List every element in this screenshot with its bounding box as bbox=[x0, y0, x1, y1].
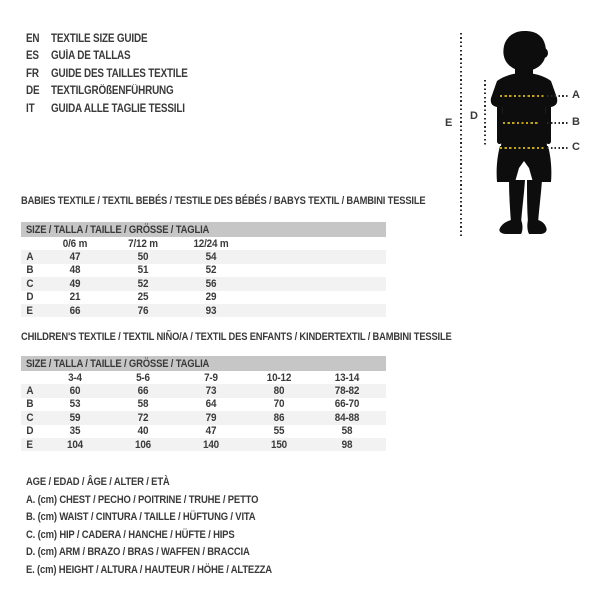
table-cell: 55 bbox=[273, 425, 285, 438]
babies-table-header-bar bbox=[21, 222, 386, 237]
row-label: E bbox=[26, 304, 33, 317]
table-cell: 29 bbox=[205, 291, 217, 304]
waist-leader-line bbox=[547, 122, 569, 124]
waist-measure-label-b: B bbox=[572, 116, 580, 128]
legend-item-hip: C. (cm) HIP / CADERA / HANCHE / HÜFTE / HIPS bbox=[26, 528, 235, 541]
table-row bbox=[21, 411, 386, 424]
arm-measure-label-d: D bbox=[470, 110, 478, 122]
children-column-header-row bbox=[21, 371, 386, 384]
table-cell: 47 bbox=[69, 251, 81, 264]
table-cell: 70 bbox=[273, 398, 285, 411]
table-cell: 93 bbox=[205, 304, 217, 317]
column-header: 7/12 m bbox=[128, 237, 158, 250]
height-measure-line bbox=[460, 33, 462, 239]
table-cell: 56 bbox=[205, 277, 217, 290]
language-title: GUIDE DES TAILLES TEXTILE bbox=[51, 67, 188, 80]
table-row bbox=[21, 291, 386, 304]
table-row bbox=[21, 438, 386, 451]
row-label: D bbox=[26, 425, 34, 438]
table-cell: 21 bbox=[69, 291, 81, 304]
hip-measure-line bbox=[500, 147, 545, 149]
language-code: DE bbox=[26, 85, 40, 98]
table-row bbox=[21, 264, 386, 277]
table-row bbox=[21, 384, 386, 397]
column-header: 12/24 m bbox=[193, 237, 229, 250]
waist-measure-line bbox=[503, 122, 540, 124]
chest-measure-label-a: A bbox=[572, 89, 580, 101]
legend-item-chest: A. (cm) CHEST / PECHO / POITRINE / TRUHE / PETTO bbox=[26, 493, 259, 506]
language-title: TEXTILGRÖßENFÜHRUNG bbox=[51, 85, 174, 98]
chest-leader-line bbox=[547, 95, 569, 97]
table-cell: 76 bbox=[137, 304, 149, 317]
measurement-diagram bbox=[443, 25, 600, 240]
size-header-label: SIZE / TALLA / TAILLE / GRÖSSE / TAGLIA bbox=[26, 223, 210, 236]
table-cell: 52 bbox=[137, 277, 149, 290]
table-cell: 51 bbox=[137, 264, 149, 277]
language-code: IT bbox=[26, 102, 35, 115]
language-code: EN bbox=[26, 32, 40, 45]
legend-item-height: E. (cm) HEIGHT / ALTURA / HAUTEUR / HÖHE / ALTEZZA bbox=[26, 563, 272, 576]
age-legend-line: AGE / EDAD / ÂGE / ALTER / ETÀ bbox=[26, 476, 170, 488]
children-section-heading: CHILDREN'S TEXTILE / TEXTIL NIÑO/A / TEXTIL DES ENFANTS / KINDERTEXTIL / BAMBINI TESSILE bbox=[21, 331, 452, 343]
table-cell: 150 bbox=[270, 438, 287, 451]
row-label: C bbox=[26, 277, 34, 290]
language-row-de bbox=[26, 83, 210, 101]
babies-section-heading: BABIES TEXTILE / TEXTIL BEBÉS / TESTILE DES BÉBÉS / BABYS TEXTIL / BAMBINI TESSILE bbox=[21, 195, 426, 207]
table-cell: 49 bbox=[69, 277, 81, 290]
table-cell: 54 bbox=[205, 251, 217, 264]
language-title: GUÍA DE TALLAS bbox=[51, 50, 131, 63]
language-row-it bbox=[26, 100, 210, 118]
table-cell: 104 bbox=[66, 438, 83, 451]
table-cell: 59 bbox=[69, 411, 81, 424]
table-row bbox=[21, 304, 386, 317]
table-row bbox=[21, 425, 386, 438]
table-cell: 79 bbox=[205, 411, 217, 424]
language-code: ES bbox=[26, 50, 39, 63]
measurement-legend bbox=[26, 474, 312, 579]
language-title: TEXTILE SIZE GUIDE bbox=[51, 32, 148, 45]
table-cell: 78-82 bbox=[334, 385, 360, 398]
row-label: A bbox=[26, 385, 34, 398]
row-label: B bbox=[26, 264, 34, 277]
table-cell: 66 bbox=[69, 304, 81, 317]
table-cell: 86 bbox=[273, 411, 285, 424]
table-cell: 140 bbox=[202, 438, 219, 451]
table-cell: 58 bbox=[137, 398, 149, 411]
table-cell: 80 bbox=[273, 385, 285, 398]
column-header: 3-4 bbox=[68, 371, 82, 384]
table-row bbox=[21, 398, 386, 411]
table-cell: 64 bbox=[205, 398, 217, 411]
table-cell: 60 bbox=[69, 385, 81, 398]
size-header-label: SIZE / TALLA / TAILLE / GRÖSSE / TAGLIA bbox=[26, 357, 210, 370]
row-label: D bbox=[26, 291, 34, 304]
table-cell: 58 bbox=[341, 425, 353, 438]
table-cell: 72 bbox=[137, 411, 149, 424]
table-cell: 48 bbox=[69, 264, 81, 277]
chest-measure-line bbox=[500, 95, 545, 97]
row-label: A bbox=[26, 251, 34, 264]
children-table-header-bar bbox=[21, 356, 386, 371]
table-cell: 66-70 bbox=[334, 398, 360, 411]
legend-item-waist: B. (cm) WAIST / CINTURA / TAILLE / HÜFTUNG / VITA bbox=[26, 511, 256, 523]
babies-column-header-row bbox=[21, 237, 386, 250]
table-cell: 52 bbox=[205, 264, 217, 277]
babies-size-table bbox=[21, 222, 386, 317]
height-measure-label-e: E bbox=[445, 117, 453, 129]
row-label: E bbox=[26, 438, 33, 451]
hip-leader-line bbox=[547, 147, 569, 149]
children-size-table bbox=[21, 356, 386, 451]
legend-item-arm: D. (cm) ARM / BRAZO / BRAS / WAFFEN / BRACCIA bbox=[26, 546, 250, 558]
table-cell: 98 bbox=[341, 438, 353, 451]
table-cell: 73 bbox=[205, 385, 217, 398]
column-header: 5-6 bbox=[136, 371, 150, 384]
table-cell: 66 bbox=[137, 385, 149, 398]
table-cell: 47 bbox=[205, 425, 217, 438]
table-row bbox=[21, 277, 386, 290]
table-cell: 50 bbox=[137, 251, 149, 264]
language-code: FR bbox=[26, 67, 39, 80]
table-cell: 25 bbox=[137, 291, 149, 304]
language-row-fr bbox=[26, 65, 210, 83]
table-row bbox=[21, 250, 386, 263]
language-row-en bbox=[26, 30, 210, 48]
table-cell: 53 bbox=[69, 398, 81, 411]
row-label: B bbox=[26, 398, 34, 411]
language-list bbox=[26, 30, 210, 118]
column-header: 13-14 bbox=[334, 371, 360, 384]
column-header: 10-12 bbox=[266, 371, 292, 384]
table-cell: 35 bbox=[69, 425, 81, 438]
language-title: GUIDA ALLE TAGLIE TESSILI bbox=[51, 102, 185, 115]
column-header: 0/6 m bbox=[62, 237, 88, 250]
table-cell: 84-88 bbox=[334, 411, 360, 424]
language-row-es bbox=[26, 48, 210, 66]
table-cell: 40 bbox=[137, 425, 149, 438]
child-silhouette bbox=[469, 29, 581, 237]
hip-measure-label-c: C bbox=[572, 141, 580, 153]
table-cell: 106 bbox=[134, 438, 151, 451]
row-label: C bbox=[26, 411, 34, 424]
column-header: 7-9 bbox=[204, 371, 218, 384]
